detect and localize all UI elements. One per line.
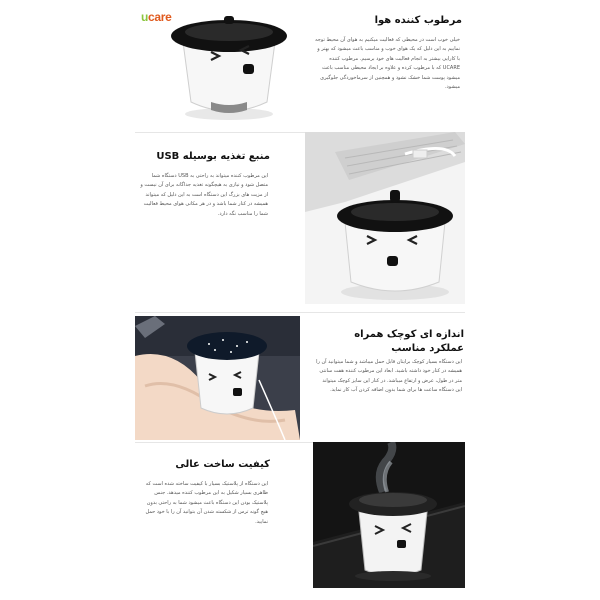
product-photo-laptop	[305, 132, 465, 304]
section-humidifier	[0, 0, 600, 132]
section-title: کیفیت ساخت عالی	[175, 459, 270, 470]
section-compact-size	[0, 312, 600, 442]
product-photo-hand	[135, 316, 300, 440]
section-body: خیلی خوب است در محیطی که فعالیت میکنیم به هوای آن محیط توجه نماییم به این دلیل که یک هوای خوب و مناسب باعث میشود که بهتر و با کارایی بیشتر به انجام فعالیت های خود برسیم. مرطوب کننده UCARE که با مرطوب کرده و علاوه بر ایجاد محیطی مناسب باعث میشود پوست شما خشک نشود و همچنین از سرماخوردگی جلوگیری میشود.	[315, 37, 460, 91]
section-title: منبع تغذیه بوسیله USB	[156, 151, 270, 162]
section-body: این مرطوب کننده میتواند به راحتی به USB دستگاه شما متصل شود و نیازی به هیچگونه تغذیه جداگانه برای آن نیست و از مزیت های بزرگ این دستگاه است به این دلیل که میتواند همیشه در کنار شما باشد و در هر مکانی هوای محیط فعالیت شما را مناسب نگه دارد.	[140, 173, 268, 217]
section-title: مرطوب کننده هوا	[374, 15, 462, 26]
section-usb-power	[0, 132, 600, 312]
brand-logo-rest: care	[148, 10, 172, 24]
section-title-line-1: اندازه ای کوچک همراه	[354, 329, 464, 340]
section-build-quality	[0, 442, 600, 600]
product-photo-front	[165, 6, 295, 122]
section-body: این دستگاه بسیار کوچک برایتان قابل حمل میباشد و شما میتوانید آن را همیشه در کنار خود داشته باشید. ابعاد این مرطوب کننده هفت سانتی متر در طول، عرض و ارتفاع میباشد. در کنار این سایز کوچک میتواند این دستگاه ساعت ها برای شما بدون اضافه کردن آب کار نماید.	[316, 359, 462, 394]
section-body: این دستگاه از پلاستیک بسیار با کیفیت ساخته شده است که ظاهری بسیار شکیل به این مرطوب کننده میدهد. جنس پلاستیک بودن این دستگاه باعث میشود شما به راحتی بدون هیچ گونه ترس از شکسته شدن آن بتوانید آن را با خود حمل نمایید.	[145, 481, 268, 525]
section-title-line-2: عملکرد مناسب	[391, 343, 464, 354]
brand-logo-u: u	[141, 10, 149, 24]
section-title	[318, 328, 464, 356]
product-photo-mist	[313, 442, 465, 588]
